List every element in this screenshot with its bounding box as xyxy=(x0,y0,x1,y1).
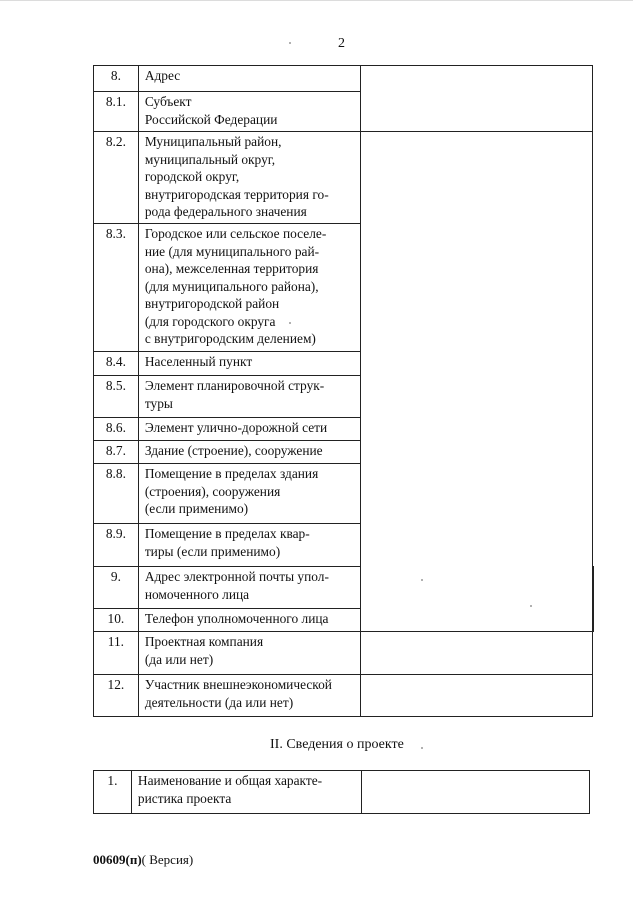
value-cell-foreign-trade[interactable] xyxy=(360,675,592,717)
row-label: Участник внешнеэкономической деятельности (да или нет) xyxy=(138,675,360,717)
row-number: 11. xyxy=(94,632,139,675)
row-number: 8. xyxy=(94,66,139,92)
row-label: Населенный пункт xyxy=(138,352,360,376)
row-label: Адрес электронной почты упол- номоченного лица xyxy=(138,567,360,609)
section-heading: II. Сведения о проекте xyxy=(270,737,404,752)
row-label: Элемент планировочной струк- туры xyxy=(138,376,360,418)
row-number: 8.7. xyxy=(94,441,139,464)
address-table xyxy=(93,65,594,717)
page-top-edge xyxy=(0,0,633,1)
row-label: Здание (строение), сооружение xyxy=(138,441,360,464)
row-number: 12. xyxy=(94,675,139,717)
row-number: 8.9. xyxy=(94,524,139,567)
value-cell-project-company[interactable] xyxy=(360,632,592,675)
row-label: Городское или сельское поселе- ние (для муниципального рай- она), межселенная территория (для муниципального района), внутригородской район (для городского округа с внутригородским делением) xyxy=(138,224,360,352)
document-code xyxy=(93,852,193,868)
row-label: Проектная компания (да или нет) xyxy=(138,632,360,675)
row-label: Наименование и общая характе- ристика проекта xyxy=(131,771,361,814)
value-cell-address[interactable] xyxy=(360,66,592,132)
form-code: 00609(п) xyxy=(93,852,142,867)
table-row xyxy=(94,632,594,675)
row-label: Муниципальный район, муниципальный округ, городской округ, внутригородская территория го- рода федерального значения xyxy=(138,132,360,224)
table-row xyxy=(94,132,594,224)
row-number: 8.1. xyxy=(94,92,139,132)
row-label: Телефон уполномоченного лица xyxy=(138,609,360,632)
value-cell-project-description[interactable] xyxy=(361,771,589,814)
scan-speck xyxy=(289,42,291,44)
row-number: 9. xyxy=(94,567,139,609)
row-number: 10. xyxy=(94,609,139,632)
row-number: 8.6. xyxy=(94,418,139,441)
scan-speck xyxy=(530,605,532,607)
table-row xyxy=(94,771,590,814)
scan-speck xyxy=(289,322,291,324)
row-label: Субъект Российской Федерации xyxy=(138,92,360,132)
value-cell-email[interactable] xyxy=(593,567,594,609)
project-table xyxy=(93,770,590,814)
row-label: Адрес xyxy=(138,66,360,92)
page-number: 2 xyxy=(338,36,345,51)
row-label: Элемент улично-дорожной сети xyxy=(138,418,360,441)
row-number: 8.2. xyxy=(94,132,139,224)
scan-speck xyxy=(421,579,423,581)
row-number: 8.8. xyxy=(94,464,139,524)
row-number: 8.3. xyxy=(94,224,139,352)
row-number: 8.5. xyxy=(94,376,139,418)
table-row xyxy=(94,66,594,92)
value-cell-address-details[interactable] xyxy=(360,132,592,632)
table-row xyxy=(94,675,594,717)
row-label: Помещение в пределах здания (строения), сооружения (если применимо) xyxy=(138,464,360,524)
version-label: ( Версия) xyxy=(141,852,194,867)
value-cell-phone[interactable] xyxy=(593,609,594,632)
row-label: Помещение в пределах квар- тиры (если применимо) xyxy=(138,524,360,567)
row-number: 8.4. xyxy=(94,352,139,376)
scan-speck xyxy=(421,747,423,749)
row-number: 1. xyxy=(94,771,132,814)
